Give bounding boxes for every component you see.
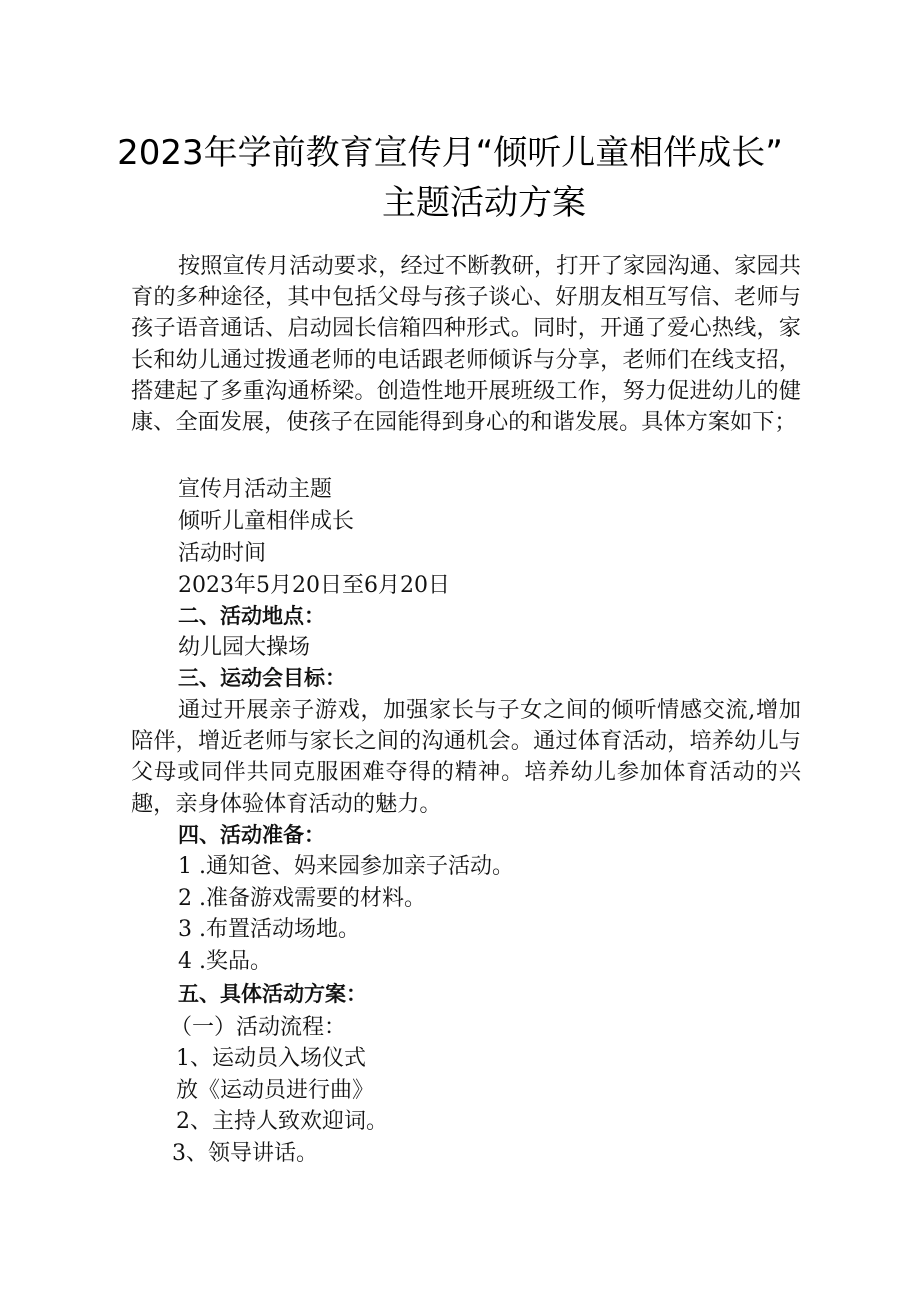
theme-label: 宣传月活动主题	[178, 477, 333, 502]
plan-heading: 五、具体活动方案：	[178, 982, 367, 1006]
document-title-line-2: 主题活动方案	[382, 183, 586, 223]
prep-heading: 四、活动准备：	[178, 823, 325, 847]
place-value: 幼儿园大操场	[178, 635, 311, 660]
time-label: 活动时间	[178, 541, 267, 566]
prep-item-3: 3 .布置活动场地。	[178, 917, 360, 942]
goal-heading: 三、运动会目标：	[178, 666, 346, 690]
prep-item-1: 1 .通知爸、妈来园参加亲子活动。	[178, 854, 514, 879]
document-title-line-1: 2023年学前教育宣传月“倾听儿童相伴成长”	[117, 133, 783, 173]
flow-item-2: 放《运动员进行曲》	[176, 1078, 375, 1103]
intro-paragraph: 按照宣传月活动要求，经过不断教研，打开了家园沟通、家园共育的多种途径，其中包括父母与孩子谈心、好朋友相互写信、老师与孩子语音通话、启动园长信箱四种形式。同时，开通了爱心热线，家长和幼儿通过拨通老师的电话跟老师倾诉与分享，老师们在线支招，搭建起了多重沟通桥梁。创造性地开展班级工作，努力促进幼儿的健康、全面发展，使孩子在园能得到身心的和谐发展。具体方案如下；	[131, 253, 801, 436]
time-value: 2023年5月20日至6月20日	[178, 573, 450, 598]
prep-item-2: 2 .准备游戏需要的材料。	[178, 886, 426, 911]
place-heading: 二、活动地点：	[178, 604, 325, 628]
flow-item-3: 2、主持人致欢迎词。	[176, 1109, 388, 1134]
theme-value: 倾听儿童相伴成长	[178, 509, 355, 534]
goal-paragraph: 通过开展亲子游戏，加强家长与子女之间的倾听情感交流,增加陪伴，增近老师与家长之间的沟通机会。通过体育活动，培养幼儿与父母或同伴共同克服困难夺得的精神。培养幼儿参加体育活动的兴趣，亲身体验体育活动的魅力。	[131, 697, 801, 817]
flow-item-4: 3、领导讲话。	[172, 1141, 318, 1166]
flow-item-1: 1、运动员入场仪式	[176, 1046, 366, 1071]
prep-item-4: 4 .奖品。	[178, 949, 272, 974]
flow-heading: （一）活动流程：	[170, 1015, 347, 1040]
